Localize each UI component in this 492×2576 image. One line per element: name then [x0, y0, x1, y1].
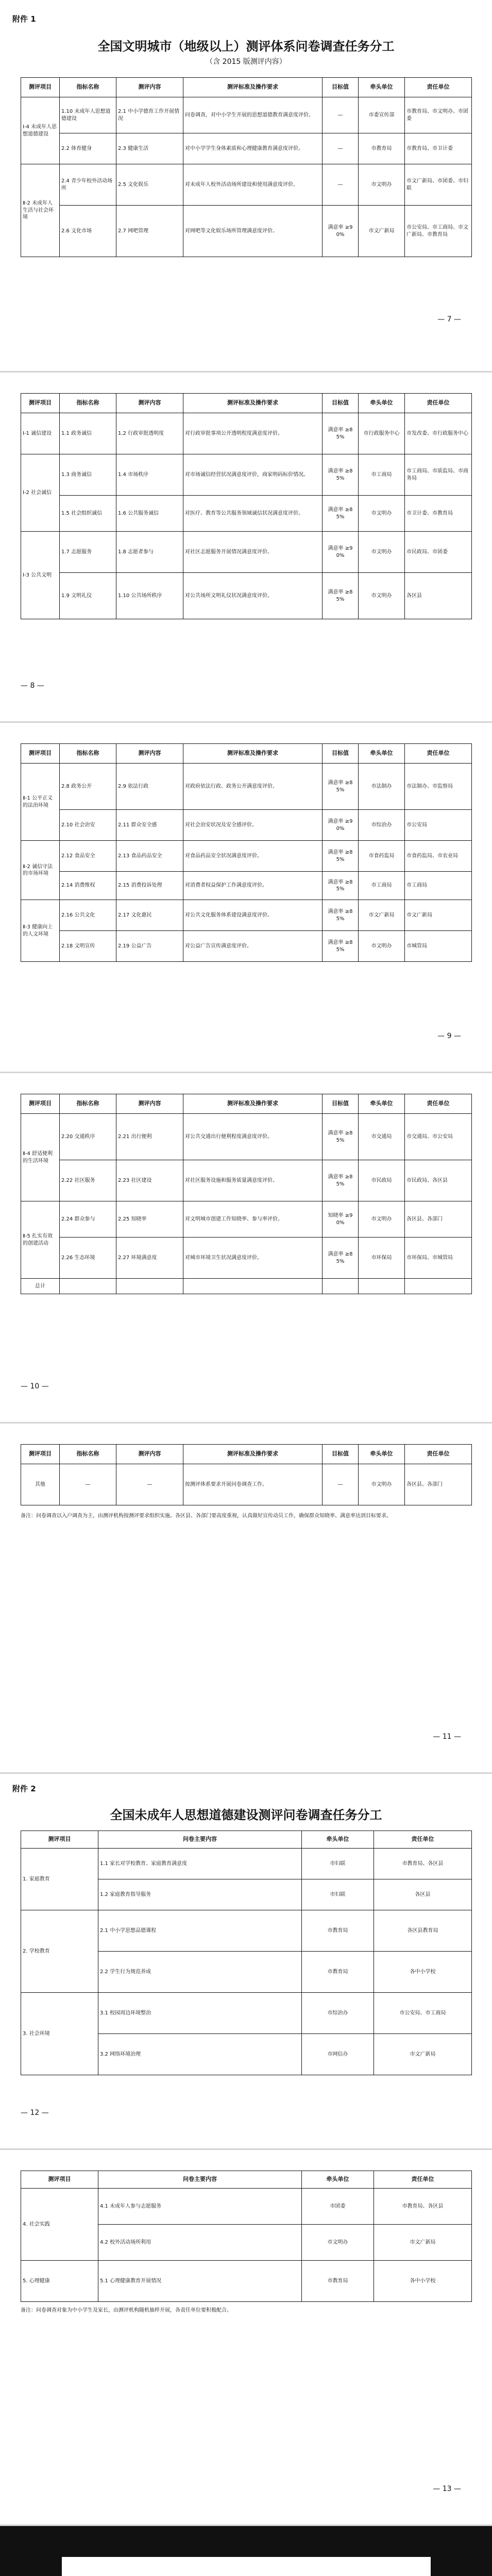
cell-item: Ⅱ-5 扎实有效的创建活动	[21, 1201, 60, 1279]
cell-resp: 市教育局、各区县	[374, 1849, 472, 1879]
cell-resp: 各区县	[405, 573, 472, 619]
cell-content: 2.5 文化娱乐	[116, 164, 183, 206]
header-cell: 牵头单位	[302, 1831, 374, 1849]
header-cell: 牵头单位	[359, 78, 405, 97]
cell-content: 1.4 市场秩序	[116, 454, 183, 496]
table-note: 备注：问卷调查对象为中小学生及家长，由测评机构随机抽样开展，各责任单位要积极配合。	[21, 2308, 232, 2313]
cell-lead: 市文明办	[302, 2225, 374, 2261]
cell-lead: 市综治办	[302, 1993, 374, 2034]
cell-standard: 按测评体系要求开展问卷调查工作。	[183, 1464, 323, 1505]
task-table	[21, 1094, 472, 1294]
header-cell: 目标值	[323, 744, 359, 764]
cell-resp: 各中小学校	[374, 1952, 472, 1993]
page-2	[0, 372, 492, 721]
table-row	[21, 1238, 472, 1279]
cell-lead: 市文明办	[359, 164, 405, 206]
page-subtitle: （含 2015 版测评内容）	[206, 58, 286, 66]
cell-indicator: 1.9 文明礼仪	[60, 573, 116, 619]
table-row	[21, 841, 472, 872]
cell-resp: 市文广新局	[374, 2225, 472, 2261]
header-cell: 指标名称	[60, 78, 116, 97]
cell-standard: 对社会治安状况及安全感评价。	[183, 810, 323, 841]
cell-item: 5. 心理健康	[21, 2261, 98, 2302]
cell-lead: 市文明办	[359, 1201, 405, 1238]
cell-standard: 对消费者权益保护工作满意度评价。	[183, 872, 323, 900]
cell-item: Ⅱ-3 健康向上的人文环境	[21, 900, 60, 962]
cell-resp: 市公安局、市工商局、市文广新局、市教育局	[405, 206, 472, 257]
header-cell: 责任单位	[405, 394, 472, 413]
cell-item: Ⅱ-4 舒适便利的生活环境	[21, 1114, 60, 1201]
cell-resp: 市交通局、市公安局	[405, 1114, 472, 1160]
header-cell: 指标名称	[60, 394, 116, 413]
table-row	[21, 1160, 472, 1201]
document-sheet	[62, 2557, 431, 2576]
cell-indicator: 2.14 消费维权	[60, 872, 116, 900]
task-table	[21, 1444, 472, 1505]
cell-content: 2.23 社区建设	[116, 1160, 183, 1201]
header-cell: 测评项目	[21, 1094, 60, 1114]
task-table	[21, 393, 472, 619]
task-table	[21, 1831, 472, 2075]
table-row	[21, 1993, 472, 2034]
cell-goal: 满意率 ≥85%	[323, 841, 359, 872]
cell-standard: 对公共文化服务体系建设满意度评价。	[183, 900, 323, 931]
attachment-marker: 附件 1	[12, 14, 36, 24]
cell-lead: 市交通局	[359, 1114, 405, 1160]
table-row	[21, 2189, 472, 2225]
cell-content: 2.9 依法行政	[116, 764, 183, 810]
cell-lead: 市工商局	[359, 454, 405, 496]
cell-standard: 对中小学学生身体素质和心理健康教育满意度评价。	[183, 133, 323, 164]
cell-resp: 市工商局	[405, 872, 472, 900]
cell-item: Ⅰ-4 未成年人思想道德建设	[21, 97, 60, 164]
cell-lead: 市文明办	[359, 573, 405, 619]
cell-content: 2.27 环境满意度	[116, 1238, 183, 1279]
cell-goal: 满意率 ≥85%	[323, 872, 359, 900]
header-cell: 测评标准及操作要求	[183, 1094, 323, 1114]
table-row	[21, 413, 472, 454]
table-row	[21, 1279, 472, 1294]
cell-goal: —	[323, 164, 359, 206]
page-3	[0, 723, 492, 1072]
cell-indicator: 2.10 社会治安	[60, 810, 116, 841]
page-8	[0, 2526, 492, 2576]
cell-goal: 满意率 ≥90%	[323, 532, 359, 573]
cell-indicator: 2.26 生态环境	[60, 1238, 116, 1279]
table-row	[21, 532, 472, 573]
cell-goal	[323, 1279, 359, 1294]
cell-lead: 市教育局	[359, 133, 405, 164]
header-cell: 测评标准及操作要求	[183, 744, 323, 764]
header-cell: 测评项目	[21, 78, 60, 97]
cell-lead: 市文明办	[359, 931, 405, 962]
cell-indicator: 2.22 社区服务	[60, 1160, 116, 1201]
cell-standard: 对行政审批事项公开透明程度满意度评价。	[183, 413, 323, 454]
cell-standard: 对食品药品安全状况满意度评价。	[183, 841, 323, 872]
cell-indicator: 2.6 文化市场	[60, 206, 116, 257]
cell-indicator: —	[60, 1464, 116, 1505]
header-cell: 测评内容	[116, 1094, 183, 1114]
page-7	[0, 2150, 492, 2524]
header-cell: 指标名称	[60, 1445, 116, 1464]
cell-content: 2.15 消费投诉处理	[116, 872, 183, 900]
header-cell: 测评标准及操作要求	[183, 394, 323, 413]
cell-indicator: 1.10 未成年人思想道德建设	[60, 97, 116, 133]
cell-content	[116, 1279, 183, 1294]
table-row	[21, 164, 472, 206]
cell-item: Ⅱ-1 公平正义的法治环境	[21, 764, 60, 841]
table-row	[21, 900, 472, 931]
cell-lead: 市工商局	[359, 872, 405, 900]
header-cell: 测评项目	[21, 394, 60, 413]
table-row	[21, 1849, 472, 1879]
cell-resp: 市发改委、市行政服务中心	[405, 413, 472, 454]
cell-content: 2.25 知晓率	[116, 1201, 183, 1238]
cell-goal: 满意率 ≥90%	[323, 810, 359, 841]
cell-item: 其他	[21, 1464, 60, 1505]
cell-indicator: 2.20 交通秩序	[60, 1114, 116, 1160]
cell-indicator: 2.12 食品安全	[60, 841, 116, 872]
cell-resp: 市民政局、各区县	[405, 1160, 472, 1201]
cell-goal: —	[323, 97, 359, 133]
cell-lead: 市文明办	[359, 496, 405, 532]
cell-lead: 市文明办	[359, 1464, 405, 1505]
cell-content: 2.2 学生行为规范养成	[98, 1952, 302, 1993]
header-cell: 测评项目	[21, 1831, 98, 1849]
cell-indicator: 1.3 商务诚信	[60, 454, 116, 496]
page-number: — 12 —	[21, 2109, 49, 2117]
cell-indicator: 2.18 文明宣传	[60, 931, 116, 962]
task-table	[21, 743, 472, 962]
cell-standard: 对网吧等文化娱乐场所管理满意度评价。	[183, 206, 323, 257]
cell-content: 5.1 心理健康教育开展情况	[98, 2261, 302, 2302]
cell-content: 1.1 家长对学校教育、家庭教育满意度	[98, 1849, 302, 1879]
cell-lead: 市文明办	[359, 532, 405, 573]
header-cell: 问卷主要内容	[98, 2171, 302, 2189]
cell-resp	[405, 1279, 472, 1294]
page-header	[0, 36, 492, 66]
cell-goal: 满意率 ≥85%	[323, 1160, 359, 1201]
cell-content: 1.10 公共场所秩序	[116, 573, 183, 619]
cell-content: 1.8 志愿者参与	[116, 532, 183, 573]
cell-resp: 各区县教育局	[374, 1910, 472, 1952]
cell-lead: 市教育局	[302, 1952, 374, 1993]
table-row	[21, 1910, 472, 1952]
cell-lead: 市教育局	[302, 2261, 374, 2302]
header-cell: 牵头单位	[359, 1094, 405, 1114]
cell-standard: 对公共场所文明礼仪状况满意度评价。	[183, 573, 323, 619]
page-number: — 8 —	[21, 682, 44, 690]
header-cell: 责任单位	[374, 1831, 472, 1849]
cell-resp: 市文广新局、市团委、市妇联	[405, 164, 472, 206]
cell-lead: 市文广新局	[359, 900, 405, 931]
cell-content: 2.17 文化惠民	[116, 900, 183, 931]
cell-resp: 各区县	[374, 1879, 472, 1910]
cell-goal: 满意率 ≥85%	[323, 454, 359, 496]
cell-standard: 对市场诚信经营状况满意度评价，商家明码标价情况。	[183, 454, 323, 496]
header-cell: 测评内容	[116, 744, 183, 764]
page-number: — 13 —	[433, 2485, 461, 2493]
table-row	[21, 206, 472, 257]
cell-content: 2.11 群众安全感	[116, 810, 183, 841]
header-cell: 责任单位	[405, 744, 472, 764]
table-row	[21, 2261, 472, 2302]
cell-content: 1.2 家庭教育指导服务	[98, 1879, 302, 1910]
cell-item: 4. 社会实践	[21, 2189, 98, 2261]
cell-goal: —	[323, 1464, 359, 1505]
cell-goal: 满意率 ≥85%	[323, 900, 359, 931]
cell-lead	[359, 1279, 405, 1294]
cell-resp: 市民政局、市团委	[405, 532, 472, 573]
page-title: 全国文明城市（地级以上）测评体系问卷调查任务分工	[97, 39, 395, 54]
cell-standard: 对未成年人校外活动场所建设和使用满意度评价。	[183, 164, 323, 206]
header-cell: 测评项目	[21, 2171, 98, 2189]
cell-item: 总计	[21, 1279, 60, 1294]
page-title: 全国未成年人思想道德建设测评问卷调查任务分工	[110, 1807, 382, 1822]
cell-lead: 市环保局	[359, 1238, 405, 1279]
cell-resp: 市教育局、市卫计委	[405, 133, 472, 164]
cell-lead: 市法制办	[359, 764, 405, 810]
cell-content: 2.7 网吧管理	[116, 206, 183, 257]
page-number: — 7 —	[437, 315, 461, 324]
cell-item: 1. 家庭教育	[21, 1849, 98, 1910]
task-table	[21, 2171, 472, 2302]
cell-content: 1.2 行政审批透明度	[116, 413, 183, 454]
cell-lead: 市网信办	[302, 2034, 374, 2075]
page-5	[0, 1423, 492, 1772]
cell-indicator: 1.1 政务诚信	[60, 413, 116, 454]
cell-indicator: 2.4 青少年校外活动场所	[60, 164, 116, 206]
cell-lead: 市民政局	[359, 1160, 405, 1201]
table-row	[21, 872, 472, 900]
header-cell: 目标值	[323, 78, 359, 97]
header-cell: 指标名称	[60, 1094, 116, 1114]
cell-item: Ⅰ-2 社会诚信	[21, 454, 60, 532]
table-note: 备注：问卷调查以入户调查为主，由测评机构按测评要求组织实施。各区县、各部门要高度重视，认真做好宣传动员工作，确保群众知晓率、满意率达到目标要求。	[21, 1513, 392, 1519]
cell-indicator: 2.16 公共文化	[60, 900, 116, 931]
header-cell: 责任单位	[405, 1094, 472, 1114]
cell-content: —	[116, 1464, 183, 1505]
cell-lead: 市委宣传部	[359, 97, 405, 133]
cell-resp: 市教育局、各区县	[374, 2189, 472, 2225]
cell-resp: 各区县、各部门	[405, 1201, 472, 1238]
cell-resp: 市教育局、市文明办、市团委	[405, 97, 472, 133]
table-row	[21, 133, 472, 164]
cell-content: 2.13 食品药品安全	[116, 841, 183, 872]
cell-resp: 各区县、各部门	[405, 1464, 472, 1505]
cell-indicator	[60, 1279, 116, 1294]
page-number: — 9 —	[437, 1032, 461, 1040]
cell-content: 3.1 校园周边环境整治	[98, 1993, 302, 2034]
cell-standard: 对城市环境卫生状况满意度评价。	[183, 1238, 323, 1279]
cell-resp: 市食药监局、市农业局	[405, 841, 472, 872]
table-row	[21, 931, 472, 962]
header-cell: 测评标准及操作要求	[183, 1445, 323, 1464]
cell-content: 1.6 公共服务诚信	[116, 496, 183, 532]
cell-item: 2. 学校教育	[21, 1910, 98, 1993]
cell-standard: 对文明城市创建工作知晓率、参与率评价。	[183, 1201, 323, 1238]
cell-content: 4.2 校外活动场所利用	[98, 2225, 302, 2261]
header-cell: 目标值	[323, 394, 359, 413]
cell-item: Ⅱ-2 未成年人生活与社会环境	[21, 164, 60, 257]
cell-item: Ⅱ-2 诚信守法的市场环境	[21, 841, 60, 900]
table-row	[21, 496, 472, 532]
cell-lead: 市教育局	[302, 1910, 374, 1952]
cell-resp: 市文广新局	[374, 2034, 472, 2075]
cell-indicator: 1.5 社会组织诚信	[60, 496, 116, 532]
cell-item: 3. 社会环境	[21, 1993, 98, 2075]
cell-content: 2.19 公益广告	[116, 931, 183, 962]
cell-lead: 市综治办	[359, 810, 405, 841]
cell-goal: 满意率 ≥85%	[323, 413, 359, 454]
cell-standard: 对医疗、教育等公共服务领域诚信状况满意度评价。	[183, 496, 323, 532]
table-row	[21, 454, 472, 496]
cell-content: 2.1 中小学思想品德课程	[98, 1910, 302, 1952]
header-cell: 测评项目	[21, 744, 60, 764]
cell-resp: 各中小学校	[374, 2261, 472, 2302]
header-cell: 测评内容	[116, 78, 183, 97]
table-row	[21, 573, 472, 619]
table-row	[21, 810, 472, 841]
header-cell: 责任单位	[405, 78, 472, 97]
header-cell: 牵头单位	[359, 394, 405, 413]
header-cell: 目标值	[323, 1445, 359, 1464]
cell-standard: 对社区志愿服务开展情况满意度评价。	[183, 532, 323, 573]
cell-goal: 满意率 ≥85%	[323, 496, 359, 532]
header-cell: 问卷主要内容	[98, 1831, 302, 1849]
page-1	[0, 0, 492, 371]
cell-goal: —	[323, 133, 359, 164]
header-cell: 测评内容	[116, 1445, 183, 1464]
table-row	[21, 1464, 472, 1505]
cell-indicator: 1.7 志愿服务	[60, 532, 116, 573]
cell-resp: 市文广新局	[405, 900, 472, 931]
cell-goal: 满意率 ≥90%	[323, 206, 359, 257]
header-cell: 测评项目	[21, 1445, 60, 1464]
table-row	[21, 764, 472, 810]
cell-resp: 市法制办、市监察局	[405, 764, 472, 810]
cell-indicator: 2.2 体育健身	[60, 133, 116, 164]
cell-goal: 满意率 ≥85%	[323, 764, 359, 810]
cell-resp: 市城管局	[405, 931, 472, 962]
page-6	[0, 1774, 492, 2148]
header-cell: 责任单位	[374, 2171, 472, 2189]
cell-resp: 市公安局、市工商局	[374, 1993, 472, 2034]
cell-lead: 市文广新局	[359, 206, 405, 257]
cell-resp: 市工商局、市质监局、市商务局	[405, 454, 472, 496]
page-number: — 11 —	[433, 1733, 461, 1741]
cell-content: 3.2 网络环境治理	[98, 2034, 302, 2075]
cell-standard: 对公益广告宣传满意度评价。	[183, 931, 323, 962]
table-row	[21, 97, 472, 133]
cell-goal: 知晓率 ≥90%	[323, 1201, 359, 1238]
cell-goal: 满意率 ≥85%	[323, 1238, 359, 1279]
cell-standard: 对公共交通出行便利程度满意度评价。	[183, 1114, 323, 1160]
cell-standard: 对社区服务设施和服务质量满意度评价。	[183, 1160, 323, 1201]
cell-standard: 对政府依法行政、政务公开满意度评价。	[183, 764, 323, 810]
cell-lead: 市妇联	[302, 1849, 374, 1879]
header-cell: 指标名称	[60, 744, 116, 764]
task-table	[21, 77, 472, 257]
header-cell: 牵头单位	[302, 2171, 374, 2189]
cell-lead: 市团委	[302, 2189, 374, 2225]
cell-goal: 满意率 ≥85%	[323, 573, 359, 619]
cell-standard	[183, 1279, 323, 1294]
cell-content: 2.3 健康生活	[116, 133, 183, 164]
cell-indicator: 2.24 群众参与	[60, 1201, 116, 1238]
cell-lead: 市妇联	[302, 1879, 374, 1910]
header-cell: 责任单位	[405, 1445, 472, 1464]
cell-item: Ⅰ-3 公共文明	[21, 532, 60, 619]
cell-resp: 市环保局、市城管局	[405, 1238, 472, 1279]
header-cell: 测评内容	[116, 394, 183, 413]
attachment-marker: 附件 2	[12, 1784, 36, 1793]
cell-item: Ⅰ-1 诚信建设	[21, 413, 60, 454]
header-cell: 牵头单位	[359, 744, 405, 764]
page-4	[0, 1073, 492, 1422]
cell-content: 4.1 未成年人参与志愿服务	[98, 2189, 302, 2225]
cell-lead: 市行政服务中心	[359, 413, 405, 454]
cell-indicator: 2.8 政务公开	[60, 764, 116, 810]
cell-goal: 满意率 ≥85%	[323, 931, 359, 962]
header-cell: 牵头单位	[359, 1445, 405, 1464]
cell-content: 2.1 中小学德育工作开展情况	[116, 97, 183, 133]
table-row	[21, 1201, 472, 1238]
table-row	[21, 1114, 472, 1160]
cell-lead: 市食药监局	[359, 841, 405, 872]
header-cell: 测评标准及操作要求	[183, 78, 323, 97]
header-cell: 目标值	[323, 1094, 359, 1114]
page-number: — 10 —	[21, 1382, 49, 1391]
cell-resp: 市卫计委、市教育局	[405, 496, 472, 532]
cell-resp: 市公安局	[405, 810, 472, 841]
cell-content: 2.21 出行便利	[116, 1114, 183, 1160]
cell-standard: 问卷调查，对中小学生开展的思想道德教育满意度评价。	[183, 97, 323, 133]
cell-goal: 满意率 ≥85%	[323, 1114, 359, 1160]
